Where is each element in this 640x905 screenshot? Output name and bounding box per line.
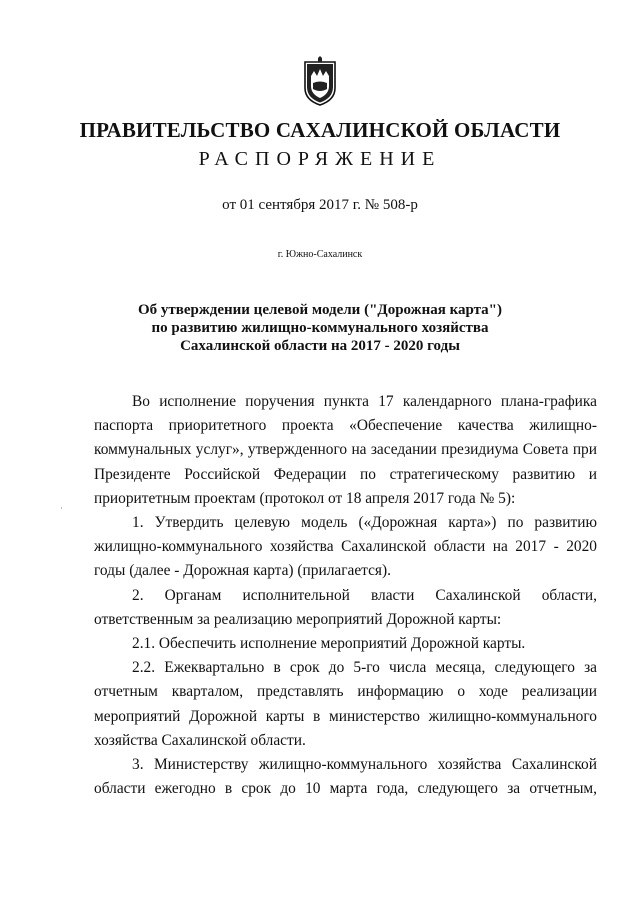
paragraph-line: 2.1. Обеспечить исполнение мероприятий Дорожной карты. (132, 635, 526, 653)
paragraph (94, 753, 597, 801)
document-date-number: от 01 сентября 2017 г. № 508-р (222, 197, 418, 213)
paragraph-line: коммунальных услуг», утвержденного на заседании президиума Совета при (94, 441, 597, 459)
document-city: г. Южно-Сахалинск (277, 249, 363, 260)
paragraph-line: хозяйства Сахалинской области. (94, 731, 306, 749)
paragraph-line: приоритетным проектам (протокол от 18 апреля 2017 года № 5): (94, 489, 516, 507)
paragraph-line: области ежегодно в срок до 10 марта года, следующего за отчетным, (94, 780, 597, 798)
paragraph-line: 1. Утвердить целевую модель («Дорожная карта») по развитию (132, 514, 597, 532)
paragraph-line: ответственным за реализацию мероприятий Дорожной карты: (94, 610, 502, 628)
paragraph-line: мероприятий Дорожной карты в министерство жилищно-коммунального (94, 707, 597, 725)
document-subject (0, 301, 640, 355)
paragraph-line: 3. Министерству жилищно-коммунального хозяйства Сахалинской (132, 756, 597, 774)
coat-of-arms-icon (303, 56, 337, 106)
subject-line: Сахалинской области на 2017 - 2020 годы (180, 338, 460, 354)
paragraph (94, 632, 597, 656)
paragraph-line: 2.2. Ежеквартально в срок до 5-го числа месяца, следующего за (132, 659, 597, 677)
paragraph-line: 2. Органам исполнительной власти Сахалинской области, (132, 586, 597, 604)
document-body (94, 390, 597, 801)
subject-line: по развитию жилищно-коммунального хозяйства (151, 320, 489, 336)
paragraph-line: годы (далее - Дорожная карта) (прилагается). (94, 562, 391, 580)
paragraph-line: жилищно-коммунального хозяйства Сахалинской области на 2017 - 2020 (94, 538, 597, 556)
paragraph (94, 390, 597, 511)
paragraph-line: Президенте Российской Федерации по стратегическому развитию и (94, 465, 597, 483)
organization-title: ПРАВИТЕЛЬСТВО САХАЛИНСКОЙ ОБЛАСТИ (79, 118, 561, 142)
paragraph-line: паспорта приоритетного проекта «Обеспечение качества жилищно- (94, 417, 597, 435)
subject-line: Об утверждении целевой модели ("Дорожная карта") (137, 302, 503, 318)
paragraph (94, 584, 597, 632)
paragraph (94, 656, 597, 753)
document-type: РАСПОРЯЖЕНИЕ (198, 148, 442, 170)
paragraph (94, 511, 597, 584)
margin-mark: · (60, 503, 63, 513)
paragraph-line: отчетным кварталом, представлять информацию о ходе реализации (94, 683, 597, 701)
paragraph-line: Во исполнение поручения пункта 17 календарного плана-графика (132, 393, 597, 410)
